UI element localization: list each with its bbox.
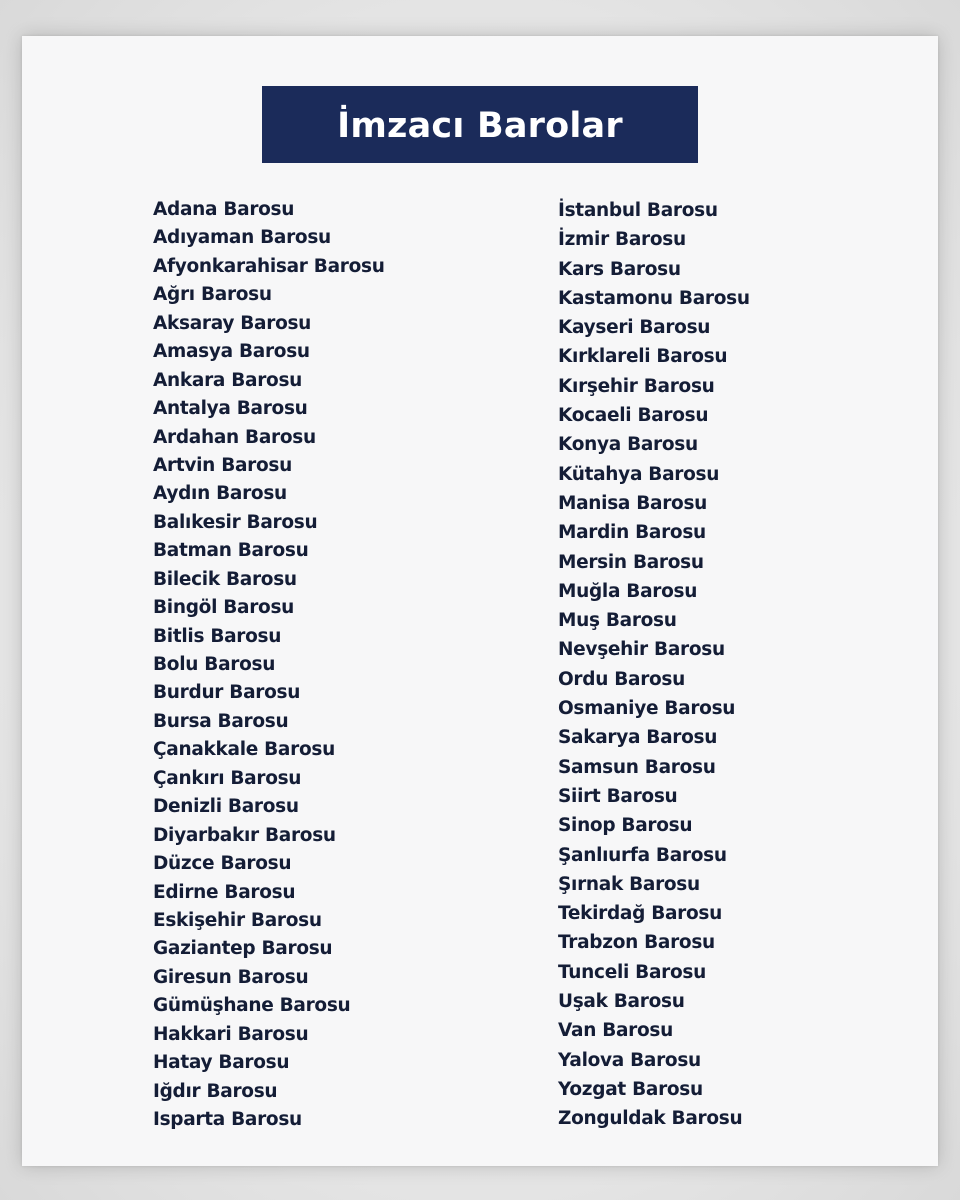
list-item: Kars Barosu [558,258,681,280]
title-banner [262,86,698,163]
list-item: Mersin Barosu [558,551,704,573]
list-item: Antalya Barosu [153,398,308,420]
list-item: İzmir Barosu [558,229,686,251]
list-item: Bilecik Barosu [153,568,297,590]
list-item: Artvin Barosu [153,454,292,476]
list-item: Osmaniye Barosu [558,698,736,720]
list-item: Ankara Barosu [153,369,303,391]
list-item: Kastamonu Barosu [558,287,750,309]
list-item: Bursa Barosu [153,710,289,732]
list-item: Mardin Barosu [558,522,706,544]
list-item: Yalova Barosu [558,1049,701,1071]
list-item: Gaziantep Barosu [153,938,333,960]
list-item: Sakarya Barosu [558,727,718,749]
list-item: Tekirdağ Barosu [558,903,722,925]
list-item: Hakkari Barosu [153,1023,309,1045]
list-item: Diyarbakır Barosu [153,824,336,846]
list-item: Iğdır Barosu [153,1080,278,1102]
list-item: Denizli Barosu [153,796,299,818]
list-item: Isparta Barosu [153,1109,302,1130]
list-item: Adana Barosu [153,199,295,220]
list-item: Aydın Barosu [153,483,287,505]
list-item: Manisa Barosu [558,492,708,514]
list-item: Kayseri Barosu [558,317,711,339]
list-item: İstanbul Barosu [558,200,718,221]
list-item: Batman Barosu [153,540,309,562]
list-item: Kırklareli Barosu [558,346,728,368]
list-item: Bolu Barosu [153,654,276,675]
list-item: Nevşehir Barosu [558,639,725,661]
list-item: Kırşehir Barosu [558,375,715,397]
list-item: Tunceli Barosu [558,961,706,983]
list-item: Konya Barosu [558,434,698,456]
list-item: Şanlıurfa Barosu [558,844,727,866]
list-item: Edirne Barosu [153,881,296,903]
bar-list-right [558,196,750,1134]
list-item: Gümüşhane Barosu [153,995,351,1017]
list-item: Burdur Barosu [153,682,301,704]
list-item: Muş Barosu [558,610,677,632]
list-item: Giresun Barosu [153,966,309,988]
list-item: Çankırı Barosu [153,767,302,789]
list-item: Hatay Barosu [153,1052,290,1074]
list-item: Eskişehir Barosu [153,909,322,931]
list-item: Amasya Barosu [153,341,310,363]
list-item: Çanakkale Barosu [153,739,335,761]
document-card [22,36,938,1166]
list-item: Ardahan Barosu [153,426,316,448]
list-item: Siirt Barosu [558,785,678,807]
page-title: İmzacı Barolar [337,105,623,146]
list-item: Kütahya Barosu [558,463,720,485]
list-item: Uşak Barosu [558,991,685,1013]
list-item: Trabzon Barosu [558,932,715,954]
list-item: Yozgat Barosu [558,1078,703,1100]
list-item: Bitlis Barosu [153,625,282,647]
list-item: Zonguldak Barosu [558,1108,743,1130]
list-item: Kocaeli Barosu [558,405,709,427]
list-item: Muğla Barosu [558,580,698,602]
list-item: Şırnak Barosu [558,873,700,895]
list-item: Düzce Barosu [153,853,292,875]
list-item: Ağrı Barosu [153,284,272,306]
bar-list-left [153,196,385,1134]
list-item: Van Barosu [558,1020,674,1042]
list-item: Sinop Barosu [558,815,693,837]
list-item: Afyonkarahisar Barosu [153,255,385,277]
list-item: Adıyaman Barosu [153,227,331,249]
list-item: Samsun Barosu [558,756,716,778]
list-item: Aksaray Barosu [153,312,312,334]
list-item: Ordu Barosu [558,668,686,690]
list-item: Bingöl Barosu [153,597,295,619]
list-item: Balıkesir Barosu [153,511,318,533]
